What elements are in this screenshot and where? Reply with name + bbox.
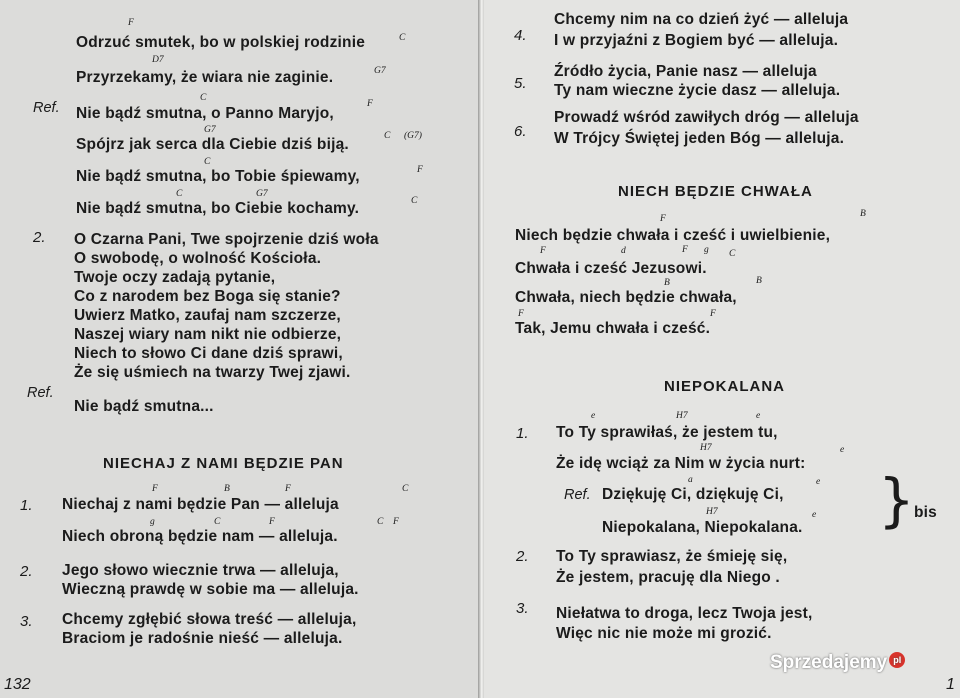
lyric-line: Dziękuję Ci, dziękuję Ci, (602, 486, 784, 503)
lyric-line: Więc nic nie może mi grozić. (556, 625, 772, 642)
refrain-marker: Ref. (27, 385, 54, 401)
song-title: NIEPOKALANA (664, 378, 786, 395)
lyric-line: Chwała, niech będzie chwała, (515, 289, 737, 306)
chord: e (812, 510, 817, 520)
chord: F (682, 245, 688, 255)
chord: F (269, 517, 275, 527)
chord: F (152, 484, 158, 494)
chord: F (417, 165, 423, 175)
lyric-line: Niech będzie chwała i cześć i uwielbienie, (515, 227, 831, 244)
lyric-line: Źródło życia, Panie nasz — alleluja (554, 63, 817, 80)
lyric-line: O Czarna Pani, Twe spojrzenie dziś woła (74, 231, 379, 248)
chord: C (176, 189, 183, 199)
chord: C (411, 196, 418, 206)
chord: F (393, 517, 399, 527)
song-title: NIECH BĘDZIE CHWAŁA (618, 183, 813, 200)
chord: G7 (204, 125, 216, 135)
bis-brace: } (878, 466, 915, 534)
lyric-line: Ty nam wieczne życie dasz — alleluja. (554, 82, 841, 99)
chord: (G7) (404, 131, 422, 141)
watermark-text: Sprzedajemy (770, 652, 888, 673)
lyric-line: Nie bądź smutna, bo Tobie śpiewamy, (76, 168, 360, 185)
lyric-line: Chwała i cześć Jezusowi. (515, 260, 707, 277)
verse-number: 3. (20, 613, 33, 630)
chord: e (816, 477, 821, 487)
chord: F (660, 214, 666, 224)
lyric-line: Nie bądź smutna... (74, 398, 214, 415)
refrain-marker: Ref. (564, 487, 591, 503)
verse-number: 2. (33, 229, 46, 246)
chord: C (729, 249, 736, 259)
chord: F (285, 484, 291, 494)
chord: C (200, 93, 207, 103)
lyric-line: To Ty sprawiasz, że śmieję się, (556, 548, 788, 565)
lyric-line: Naszej wiary nam nikt nie odbierze, (74, 326, 342, 343)
lyric-line: W Trójcy Świętej jeden Bóg — alleluja. (554, 130, 845, 147)
refrain-marker: Ref. (33, 100, 60, 116)
chord: C (214, 517, 221, 527)
chord: G7 (374, 66, 386, 76)
lyric-line: O swobodę, o wolność Kościoła. (74, 250, 322, 267)
chord: B (224, 484, 230, 494)
chord: F (540, 246, 546, 256)
lyric-line: Że się uśmiech na twarzy Twej zjawi. (74, 364, 351, 381)
chord: H7 (700, 443, 712, 453)
left-page (0, 0, 478, 698)
verse-number: 6. (514, 123, 527, 140)
page-number: 132 (4, 676, 31, 693)
chord: F (518, 309, 524, 319)
bis-label: bis (914, 504, 937, 521)
verse-number: 2. (516, 548, 529, 565)
lyric-line: To Ty sprawiłaś, że jestem tu, (556, 424, 778, 441)
right-page (484, 0, 960, 698)
chord: C (399, 33, 406, 43)
chord: H7 (676, 411, 688, 421)
lyric-line: Nie bądź smutna, o Panno Maryjo, (76, 105, 334, 122)
lyric-line: Wieczną prawdę w sobie ma — alleluja. (62, 581, 359, 598)
chord: F (710, 309, 716, 319)
song-title: NIECHAJ Z NAMI BĘDZIE PAN (103, 455, 344, 472)
chord: F (367, 99, 373, 109)
lyric-line: Chcemy nim na co dzień żyć — alleluja (554, 11, 849, 28)
verse-number: 3. (516, 600, 529, 617)
watermark-logo (770, 652, 905, 674)
chord: B (860, 209, 866, 219)
lyric-line: Że jestem, pracuję dla Niego . (556, 569, 780, 586)
lyric-line: Co z narodem bez Boga się stanie? (74, 288, 341, 305)
chord: C (377, 517, 384, 527)
lyric-line: Twoje oczy zadają pytanie, (74, 269, 276, 286)
chord: B (664, 278, 670, 288)
chord: a (688, 475, 693, 485)
verse-number: 4. (514, 27, 527, 44)
lyric-line: Braciom je radośnie nieść — alleluja. (62, 630, 343, 647)
verse-number: 2. (20, 563, 33, 580)
chord: F (128, 18, 134, 28)
verse-number: 1. (516, 425, 529, 442)
chord: C (402, 484, 409, 494)
chord: e (591, 411, 596, 421)
verse-number: 5. (514, 75, 527, 92)
lyric-line: Spójrz jak serca dla Ciebie dziś biją. (76, 136, 349, 153)
lyric-line: Chcemy zgłębić słowa treść — alleluja, (62, 611, 357, 628)
lyric-line: Niepokalana, Niepokalana. (602, 519, 803, 536)
chord: g (704, 245, 709, 255)
chord: C (204, 157, 211, 167)
chord: H7 (706, 507, 718, 517)
lyric-line: Prowadź wśród zawiłych dróg — alleluja (554, 109, 859, 126)
lyric-line: Niełatwa to droga, lecz Twoja jest, (556, 605, 813, 622)
page-number: 1 (946, 676, 955, 693)
lyric-line: Przyrzekamy, że wiara nie zaginie. (76, 69, 334, 86)
chord: C (384, 131, 391, 141)
chord: G7 (256, 189, 268, 199)
lyric-line: Tak, Jemu chwała i cześć. (515, 320, 711, 337)
chord: B (756, 276, 762, 286)
chord: g (150, 517, 155, 527)
lyric-line: Nie bądź smutna, bo Ciebie kochamy. (76, 200, 360, 217)
lyric-line: Niech to słowo Ci dane dziś sprawi, (74, 345, 343, 362)
chord: D7 (152, 55, 164, 65)
lyric-line: Uwierz Matko, zaufaj nam szczerze, (74, 307, 341, 324)
verse-number: 1. (20, 497, 33, 514)
chord: e (840, 445, 845, 455)
lyric-line: Niechaj z nami będzie Pan — alleluja (62, 496, 339, 513)
lyric-line: I w przyjaźni z Bogiem być — alleluja. (554, 32, 839, 49)
chord: e (756, 411, 761, 421)
watermark-badge: pl (889, 652, 905, 668)
lyric-line: Że idę wciąż za Nim w życia nurt: (556, 455, 806, 472)
lyric-line: Jego słowo wiecznie trwa — alleluja, (62, 562, 339, 579)
chord: d (621, 246, 626, 256)
lyric-line: Niech obroną będzie nam — alleluja. (62, 528, 338, 545)
lyric-line: Odrzuć smutek, bo w polskiej rodzinie (76, 34, 366, 51)
